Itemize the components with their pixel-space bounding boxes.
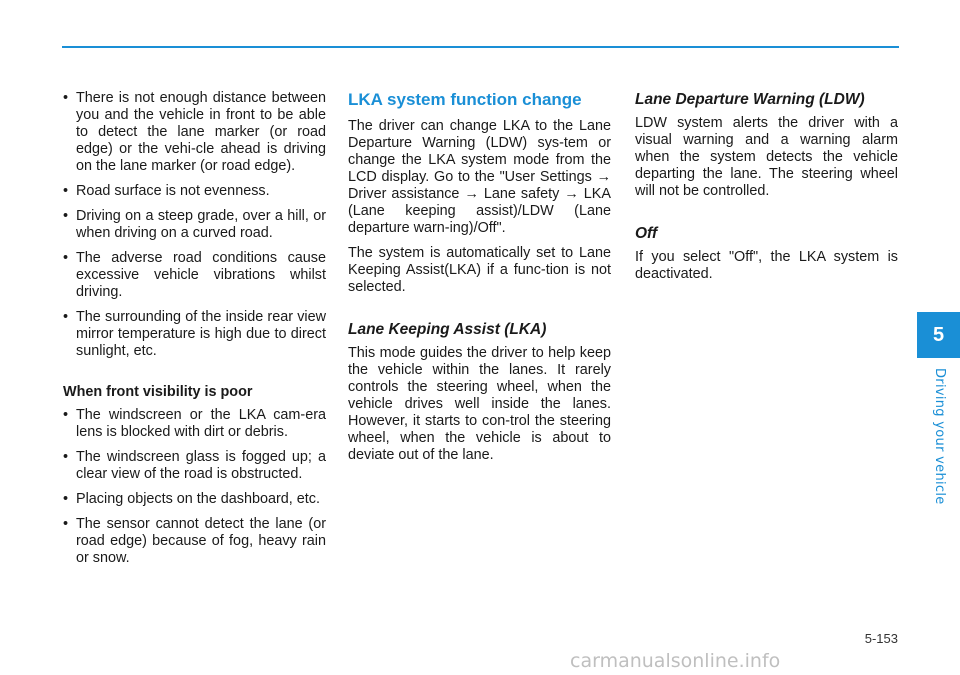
page-number: 5-153	[864, 631, 898, 646]
paragraph: LDW system alerts the driver with a visual warning and a warning alarm when the system detects the vehicle departing the lane. The steering wheel will not be controlled.	[635, 115, 898, 199]
paragraph: The system is automatically set to Lane Keeping Assist(LKA) if a func-tion is not selected.	[348, 245, 611, 295]
lka-subheading: Lane Keeping Assist (LKA)	[348, 321, 547, 338]
list-item: • Driving on a steep grade, over a hill, or when driving on a curved road.	[63, 208, 326, 242]
list-item: • The windscreen or the LKA cam-era lens is blocked with dirt or debris.	[63, 407, 326, 441]
list-item: • The surrounding of the inside rear view mirror temperature is high due to direct sunlight, etc.	[63, 309, 326, 360]
off-subheading: Off	[635, 225, 658, 242]
list-item: • The windscreen glass is fogged up; a clear view of the road is obstructed.	[63, 449, 326, 483]
visibility-list	[63, 407, 326, 567]
column-middle	[348, 90, 611, 472]
column-left	[63, 90, 326, 575]
list-item: • The adverse road conditions cause excessive vehicle vibrations whilst driving.	[63, 250, 326, 301]
paragraph: If you select "Off", the LKA system is deactivated.	[635, 249, 898, 282]
paragraph: The driver can change LKA to the Lane Departure Warning (LDW) sys-tem or change the LKA system mode from the LCD display. Go to the "User Settings → Driver assistance → Lane safety → LKA (Lane keeping assist)/LDW (Lane departure warn-ing)/Off".	[348, 118, 611, 236]
section-heading: LKA system function change	[348, 90, 582, 109]
header-rule	[62, 46, 899, 48]
list-item: • The sensor cannot detect the lane (or road edge) because of fog, heavy rain or snow.	[63, 516, 326, 567]
conditions-list	[63, 90, 326, 360]
chapter-tab: 5	[917, 312, 960, 358]
visibility-subheading: When front visibility is poor	[63, 384, 253, 400]
paragraph: This mode guides the driver to help keep the vehicle within the lanes. It rarely controls the steering wheel, when the vehicle drives well inside the lanes. However, it starts to con-trol the steering wheel, when the vehicle is about to deviate out of the lane.	[348, 345, 611, 463]
list-item: • There is not enough distance between you and the vehicle in front to be able to detect the lane marker (or road edge) or the vehi-cle ahead is driving on the lane marker (or road edge).	[63, 90, 326, 175]
column-right	[635, 90, 898, 291]
chapter-label: Driving your vehicle	[932, 368, 947, 505]
list-item: • Road surface is not evenness.	[63, 183, 326, 200]
watermark: carmanualsonline.info	[570, 650, 781, 672]
ldw-subheading: Lane Departure Warning (LDW)	[635, 91, 865, 108]
list-item: • Placing objects on the dashboard, etc.	[63, 491, 326, 508]
